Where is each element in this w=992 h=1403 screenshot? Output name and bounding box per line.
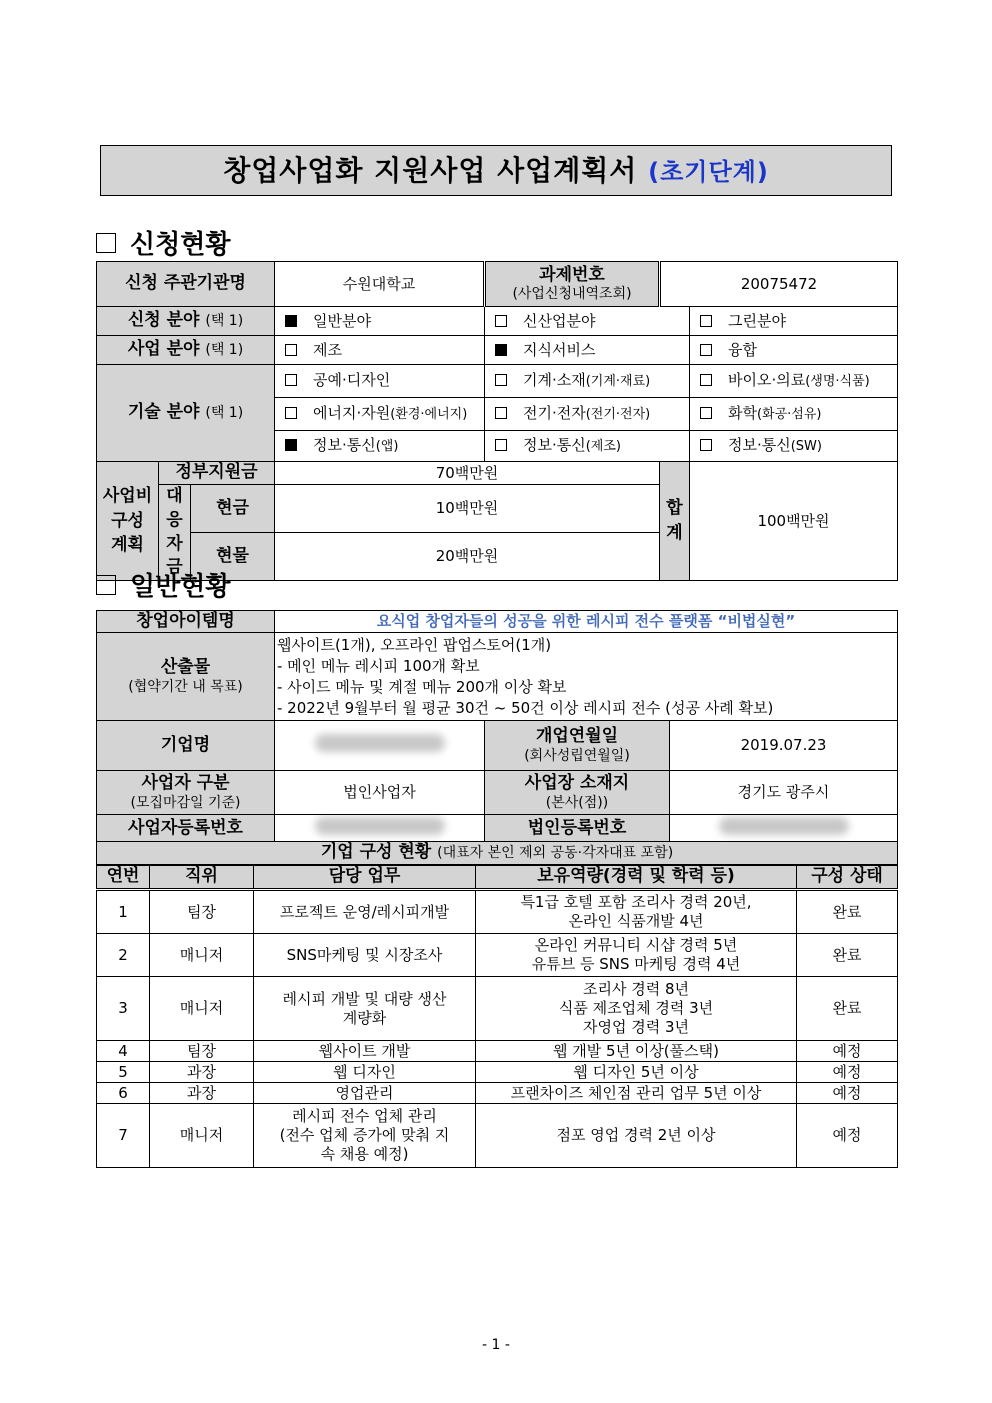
team-cell-no: 1: [97, 890, 150, 934]
team-cell-capability: 온라인 커뮤니티 시샵 경력 5년 유튜브 등 SNS 마케팅 경력 4년: [476, 934, 797, 977]
company-label: 기업명: [97, 721, 275, 771]
output-line: 웹사이트(1개), 오프라인 팝업스토어(1개): [277, 635, 552, 654]
team-cell-capability: 특1급 호텔 포함 조리사 경력 20년, 온라인 식품개발 4년: [476, 890, 797, 934]
option-label: 정보·통신: [523, 436, 586, 455]
team-header-position: 직위: [150, 866, 254, 890]
founded-label-sub: (회사성립연월일): [524, 747, 630, 764]
founded-value: 2019.07.23: [670, 721, 898, 771]
page-number: - 1 -: [482, 1337, 510, 1353]
section-application-heading: [96, 224, 230, 261]
title-stage: (초기단계): [648, 158, 769, 186]
redaction-blur: [315, 817, 445, 835]
section-general-title: 일반현황: [130, 572, 231, 602]
team-title: [97, 842, 898, 864]
team-cell-position: 매니저: [150, 977, 254, 1041]
team-header-duty: 담당 업무: [254, 866, 476, 890]
checkbox-icon: [700, 315, 712, 327]
checkbox-icon: [700, 439, 712, 451]
item-label: 창업아이템명: [97, 611, 275, 633]
budget-label-1: 사업비: [102, 486, 153, 507]
option-label: 정보·통신: [313, 436, 376, 455]
table-row: [97, 890, 898, 934]
checkbox-icon: [495, 374, 507, 386]
option-label: 융합: [728, 340, 757, 359]
table-row: [97, 1041, 898, 1062]
redaction-blur: [719, 817, 849, 835]
biz-option[interactable]: [485, 336, 690, 365]
team-cell-duty: 레시피 개발 및 대량 생산 계량화: [254, 977, 476, 1041]
team-cell-no: 4: [97, 1041, 150, 1062]
kind-value: 20백만원: [275, 533, 660, 581]
tech-pick-one: (택 1): [205, 405, 244, 422]
team-cell-capability: 웹 디자인 5년 이상: [476, 1062, 797, 1083]
team-title-sub: (대표자 본인 제외 공동·각자대표 포함): [437, 845, 674, 862]
team-table: [96, 865, 898, 1168]
total-label: [660, 462, 690, 581]
tech-option[interactable]: [275, 398, 485, 431]
org-value: 수원대학교: [275, 262, 485, 307]
checkbox-checked-icon: [495, 344, 507, 356]
option-label: 공예·디자인: [313, 371, 391, 390]
team-cell-duty: 레시피 전수 업체 관리 (전수 업체 증가에 맞춰 지 속 채용 예정): [254, 1104, 476, 1168]
team-rows: [97, 890, 898, 1168]
option-sub: (앱): [375, 439, 399, 455]
field-pick-one: (택 1): [205, 313, 244, 330]
table-row: [97, 1104, 898, 1168]
option-label: 에너지·자원: [313, 404, 391, 423]
biz-option[interactable]: [275, 336, 485, 365]
output-line: - 사이드 메뉴 및 계절 메뉴 200개 이상 확보: [277, 677, 567, 696]
team-cell-no: 5: [97, 1062, 150, 1083]
kind-label: 현물: [191, 533, 275, 581]
option-label: 제조: [313, 340, 342, 359]
budget-label-3: 계획: [111, 535, 144, 556]
checkbox-icon: [495, 407, 507, 419]
team-cell-duty: 웹 디자인: [254, 1062, 476, 1083]
team-cell-capability: 웹 개발 5년 이상(풀스택): [476, 1041, 797, 1062]
budget-label: [97, 462, 159, 581]
match-label-2: 자금: [166, 533, 183, 578]
option-sub: (SW): [790, 439, 822, 455]
match-label-1: 대응: [166, 486, 183, 530]
output-line: - 메인 메뉴 레시피 100개 확보: [277, 656, 480, 675]
biz-label-text: 사업 분야: [127, 339, 200, 360]
biztype-label-text: 사업자 구분: [141, 773, 230, 794]
team-cell-status: 완료: [797, 977, 898, 1041]
team-header-capability: 보유역량(경력 및 학력 등): [476, 866, 797, 890]
bizno-label: 사업자등록번호: [97, 815, 275, 842]
checkbox-icon: [700, 374, 712, 386]
biz-option[interactable]: [690, 336, 898, 365]
title-main: 창업사업화 지원사업 사업계획서: [223, 154, 638, 187]
checkbox-icon: [700, 344, 712, 356]
option-label: 전기·전자: [523, 404, 586, 423]
biztype-label: [97, 771, 275, 815]
team-cell-status: 완료: [797, 934, 898, 977]
biztype-value: 법인사업자: [275, 771, 485, 815]
option-sub: (기계·재료): [585, 374, 651, 390]
team-cell-position: 매니저: [150, 1104, 254, 1168]
team-cell-position: 과장: [150, 1062, 254, 1083]
total-value: 100백만원: [690, 462, 898, 581]
founded-label-text: 개업연월일: [535, 726, 619, 747]
table-row: [97, 934, 898, 977]
option-label: 기계·소재: [523, 371, 586, 390]
gov-label: 정부지원금: [159, 462, 275, 485]
corpno-label: 법인등록번호: [485, 815, 670, 842]
field-option[interactable]: [690, 307, 898, 336]
task-no-sub: (사업신청내역조회): [512, 285, 632, 302]
team-cell-position: 팀장: [150, 1041, 254, 1062]
team-title-text: 기업 구성 현황: [320, 842, 432, 863]
biz-label: [97, 336, 275, 365]
team-cell-status: 예정: [797, 1104, 898, 1168]
location-label-text: 사업장 소재지: [524, 773, 630, 794]
option-label: 화학: [728, 404, 757, 423]
team-cell-duty: 영업관리: [254, 1083, 476, 1104]
output-label-sub: (협약기간 내 목표): [128, 678, 243, 695]
budget-label-2: 구성: [111, 510, 144, 531]
cash-value: 10백만원: [275, 485, 660, 533]
team-cell-status: 예정: [797, 1062, 898, 1083]
cash-label: 현금: [191, 485, 275, 533]
option-label: 바이오·의료: [728, 371, 806, 390]
output-label-text: 산출물: [160, 657, 211, 678]
checkbox-icon: [495, 315, 507, 327]
tech-label-text: 기술 분야: [127, 402, 200, 423]
team-cell-no: 6: [97, 1083, 150, 1104]
checkbox-icon: [700, 407, 712, 419]
field-label-text: 신청 분야: [127, 310, 200, 331]
team-cell-no: 3: [97, 977, 150, 1041]
checkbox-icon: [285, 407, 297, 419]
tech-option[interactable]: [690, 431, 898, 462]
team-cell-position: 매니저: [150, 934, 254, 977]
tech-option[interactable]: [275, 431, 485, 462]
team-cell-status: 예정: [797, 1041, 898, 1062]
checkbox-icon: [96, 233, 116, 253]
team-cell-position: 팀장: [150, 890, 254, 934]
team-cell-position: 과장: [150, 1083, 254, 1104]
tech-option[interactable]: [485, 365, 690, 398]
checkbox-checked-icon: [285, 439, 297, 451]
option-sub: (환경·에너지): [390, 407, 468, 423]
checkbox-checked-icon: [285, 315, 297, 327]
option-label: 지식서비스: [523, 340, 596, 359]
total-label-1: 합: [666, 497, 683, 518]
team-cell-status: 예정: [797, 1083, 898, 1104]
general-table: [96, 610, 898, 865]
table-row: [97, 977, 898, 1041]
checkbox-icon: [285, 344, 297, 356]
gov-value: 70백만원: [275, 462, 660, 485]
field-option[interactable]: [275, 307, 485, 336]
field-option[interactable]: [485, 307, 690, 336]
output-label: [97, 633, 275, 721]
section-general-heading: [96, 566, 230, 603]
biztype-label-sub: (모집마감일 기준): [130, 794, 241, 811]
team-cell-capability: 프랜차이즈 체인점 관리 업무 5년 이상: [476, 1083, 797, 1104]
total-label-2: 계: [666, 523, 683, 544]
team-cell-capability: 조리사 경력 8년 식품 제조업체 경력 3년 자영업 경력 3년: [476, 977, 797, 1041]
option-label: 정보·통신: [728, 436, 791, 455]
tech-option[interactable]: [485, 398, 690, 431]
redaction-blur: [315, 734, 445, 752]
output-line: - 2022년 9월부터 월 평균 30건 ~ 50건 이상 레시피 전수 (성공 사례 확보): [277, 698, 774, 717]
task-no-value: 20075472: [660, 262, 898, 307]
company-value-redacted: [275, 721, 485, 771]
team-cell-duty: SNS마케팅 및 시장조사: [254, 934, 476, 977]
team-cell-status: 완료: [797, 890, 898, 934]
team-header-no: 연번: [97, 866, 150, 890]
location-label: [485, 771, 670, 815]
team-cell-no: 7: [97, 1104, 150, 1168]
option-label: 그린분야: [728, 311, 786, 330]
tech-label: [97, 365, 275, 462]
tech-option[interactable]: [485, 431, 690, 462]
team-cell-duty: 웹사이트 개발: [254, 1041, 476, 1062]
team-cell-duty: 프로젝트 운영/레시피개발: [254, 890, 476, 934]
tech-option[interactable]: [690, 365, 898, 398]
table-row: [97, 1083, 898, 1104]
checkbox-icon: [96, 575, 116, 595]
bizno-value-redacted: [275, 815, 485, 842]
option-sub: (제조): [585, 439, 621, 455]
location-label-sub: (본사(점)): [545, 794, 609, 811]
tech-option[interactable]: [690, 398, 898, 431]
option-sub: (전기·전자): [585, 407, 651, 423]
item-value: 요식업 창업자들의 성공을 위한 레시피 전수 플랫폼 “비법실현”: [275, 611, 898, 633]
output-value: [275, 633, 898, 721]
team-header-status: 구성 상태: [797, 866, 898, 890]
founded-label: [485, 721, 670, 771]
team-cell-no: 2: [97, 934, 150, 977]
biz-pick-one: (택 1): [205, 342, 244, 359]
checkbox-icon: [495, 439, 507, 451]
document-title: [100, 145, 892, 196]
option-label: 신산업분야: [523, 311, 596, 330]
option-label: 일반분야: [313, 311, 371, 330]
field-label: [97, 307, 275, 336]
org-label: 신청 주관기관명: [97, 262, 275, 307]
option-sub: (생명·식품): [805, 374, 870, 390]
task-no-title: 과제번호: [539, 264, 605, 285]
checkbox-icon: [285, 374, 297, 386]
corpno-value-redacted: [670, 815, 898, 842]
section-application-title: 신청현황: [130, 230, 231, 260]
application-table: [96, 261, 898, 581]
location-value: 경기도 광주시: [670, 771, 898, 815]
option-sub: (화공·섬유): [756, 407, 822, 423]
team-cell-capability: 점포 영업 경력 2년 이상: [476, 1104, 797, 1168]
tech-option[interactable]: [275, 365, 485, 398]
task-no-label: [485, 262, 660, 307]
table-row: [97, 1062, 898, 1083]
